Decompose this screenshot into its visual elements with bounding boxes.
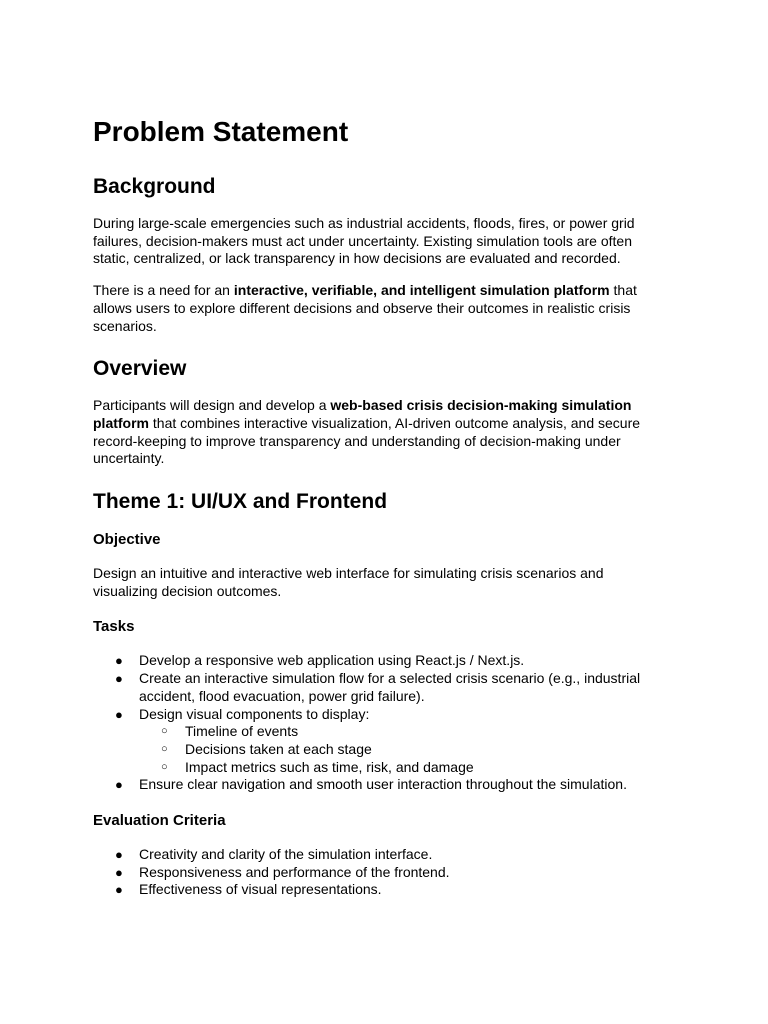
subtask-text: Decisions taken at each stage xyxy=(185,740,372,757)
evaluation-criteria-heading: Evaluation Criteria xyxy=(93,812,226,830)
list-item xyxy=(93,652,653,670)
list-item xyxy=(93,846,653,864)
tasks-list xyxy=(93,652,653,794)
criterion-text: Responsiveness and performance of the frontend. xyxy=(139,863,450,880)
list-item xyxy=(139,741,653,759)
page-title: Problem Statement xyxy=(93,116,349,147)
document-page xyxy=(93,112,653,899)
circle-bullet-icon: ○ xyxy=(161,742,168,755)
subtasks-list xyxy=(139,723,653,776)
subtask-text: Timeline of events xyxy=(185,723,299,740)
theme1-heading: Theme 1: UI/UX and Frontend xyxy=(93,490,388,514)
overview-paragraph xyxy=(93,397,653,468)
list-item xyxy=(139,723,653,741)
background-paragraph-2-tail: that allows users to explore different decisions and observe their outcomes in realistic crisis scenarios. xyxy=(93,282,637,334)
bullet-icon: ● xyxy=(115,777,123,793)
criterion-text: Creativity and clarity of the simulation interface. xyxy=(139,846,433,863)
circle-bullet-icon: ○ xyxy=(161,725,168,738)
objective-paragraph: Design an intuitive and interactive web interface for simulating crisis scenarios and visualizing decision outcomes. xyxy=(93,565,604,599)
background-paragraph-2 xyxy=(93,282,653,335)
background-paragraph-1: During large-scale emergencies such as industrial accidents, floods, fires, or power grid failures, decision-makers must act under uncertainty. Existing simulation tools are often static, centralized, or lack transparency in how decisions are evaluated and recorded. xyxy=(93,215,635,267)
overview-paragraph-lead: Participants will design and develop a xyxy=(93,397,331,414)
list-item xyxy=(139,759,653,777)
list-item xyxy=(93,881,653,899)
list-item xyxy=(93,864,653,882)
overview-heading: Overview xyxy=(93,357,187,381)
overview-paragraph-tail: that combines interactive visualization, AI-driven outcome analysis, and secure record-keeping to improve transparency and understanding of decision-making under uncertainty. xyxy=(93,414,641,467)
background-paragraph-2-lead: There is a need for an xyxy=(93,282,234,299)
task-text: Ensure clear navigation and smooth user interaction throughout the simulation. xyxy=(139,776,627,793)
overview-paragraph-emphasis: web-based crisis decision-making simulation platform xyxy=(93,397,632,431)
bullet-icon: ● xyxy=(115,706,123,722)
subtask-text: Impact metrics such as time, risk, and damage xyxy=(185,758,474,775)
bullet-icon: ● xyxy=(115,864,123,880)
bullet-icon: ● xyxy=(115,847,123,863)
objective-heading: Objective xyxy=(93,531,161,549)
criterion-text: Effectiveness of visual representations. xyxy=(139,881,382,898)
list-item xyxy=(93,670,653,705)
background-heading: Background xyxy=(93,175,216,198)
background-paragraph-2-emphasis: interactive, verifiable, and intelligent simulation platform xyxy=(233,282,610,299)
bullet-icon: ● xyxy=(115,882,123,898)
bullet-icon: ● xyxy=(115,653,123,669)
bullet-icon: ● xyxy=(115,671,123,687)
task-text: Develop a responsive web application using React.js / Next.js. xyxy=(139,652,525,669)
task-text: Create an interactive simulation flow for a selected crisis scenario (e.g., industrial accident, flood evacuation, power grid failure). xyxy=(139,670,641,704)
evaluation-criteria-list xyxy=(93,846,653,899)
list-item xyxy=(93,776,653,794)
list-item xyxy=(93,706,653,777)
circle-bullet-icon: ○ xyxy=(161,760,168,773)
task-text: Design visual components to display: xyxy=(139,705,370,722)
tasks-heading: Tasks xyxy=(93,618,135,636)
